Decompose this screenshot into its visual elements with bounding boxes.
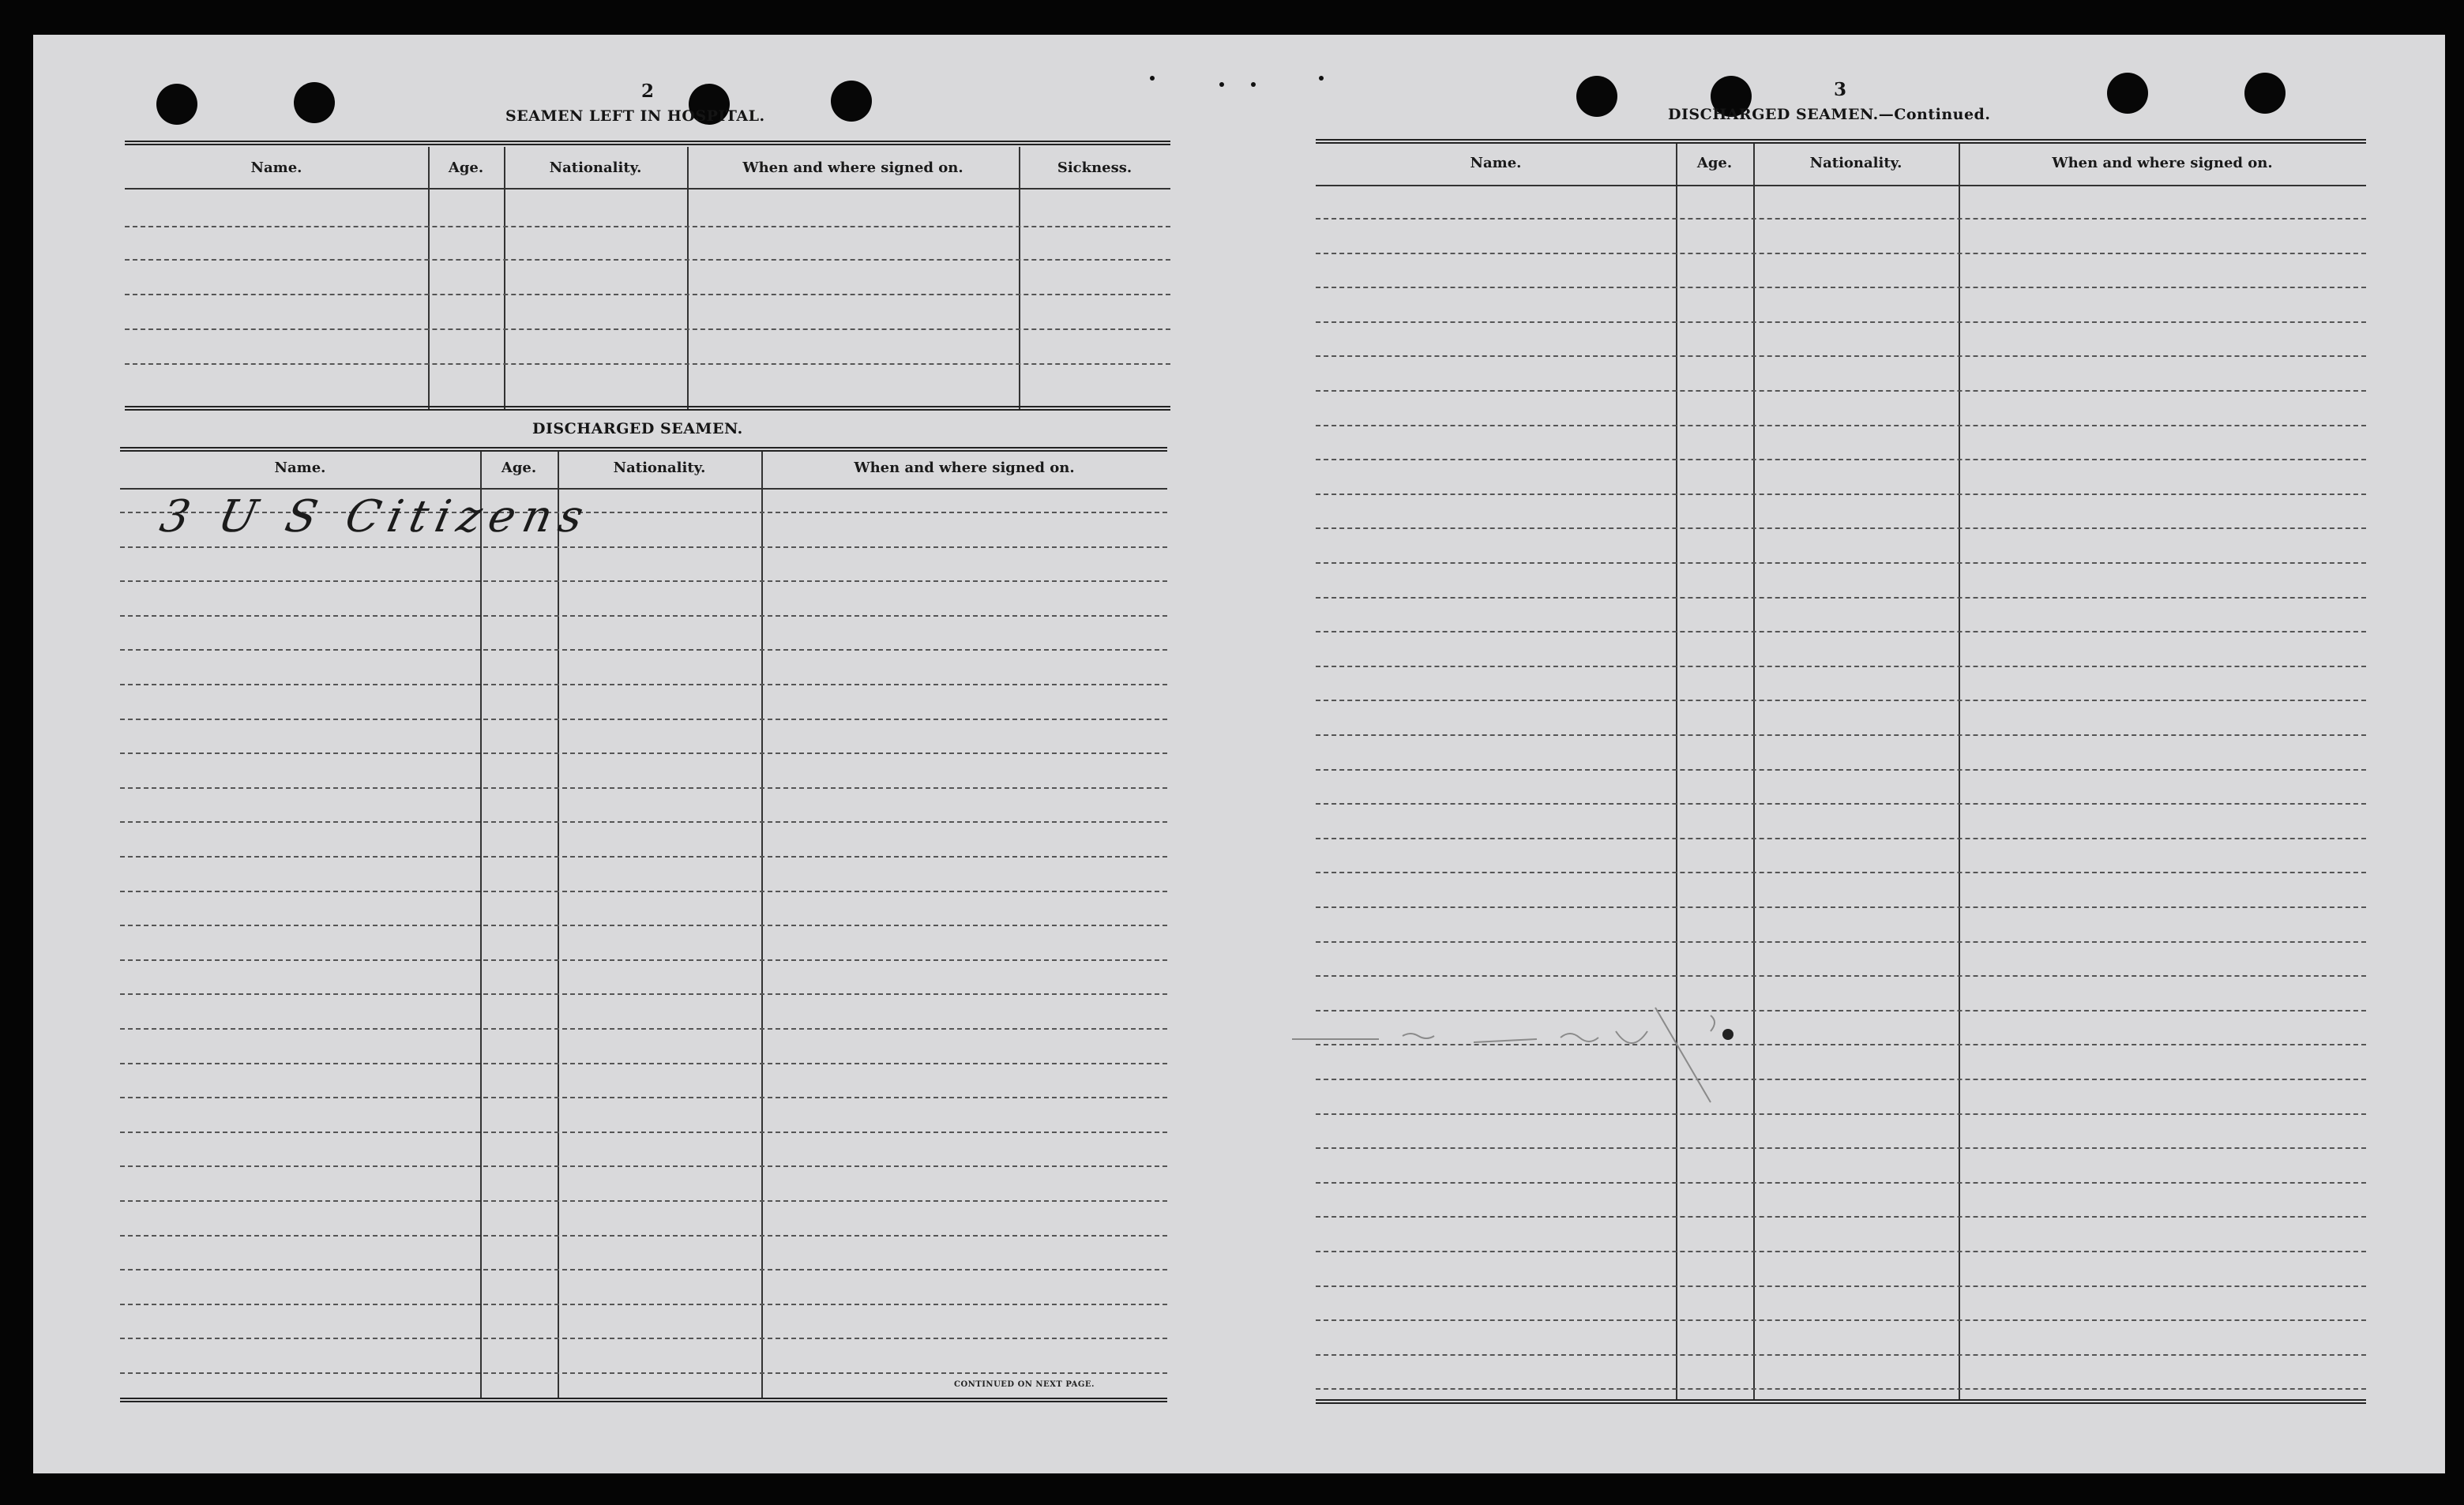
row-rule xyxy=(120,1304,1167,1305)
col-header-nationality: Nationality. xyxy=(549,160,642,176)
row-rule xyxy=(120,684,1167,685)
row-rule xyxy=(1316,941,2366,943)
punch-hole xyxy=(831,81,872,122)
speck xyxy=(1219,82,1224,87)
row-rule xyxy=(120,752,1167,754)
row-rule xyxy=(1316,321,2366,323)
row-rule xyxy=(1316,1251,2366,1252)
row-rule xyxy=(1316,253,2366,254)
row-rule xyxy=(1316,666,2366,667)
speck xyxy=(1319,76,1324,81)
col-header-age: Age. xyxy=(448,160,484,176)
left-page-title: SEAMEN LEFT IN HOSPITAL. xyxy=(505,107,765,125)
continued-note: CONTINUED ON NEXT PAGE. xyxy=(954,1380,1095,1389)
row-rule xyxy=(1316,494,2366,495)
punch-hole xyxy=(294,82,335,123)
punch-hole xyxy=(2244,73,2286,114)
column-divider xyxy=(1019,147,1020,411)
column-divider xyxy=(1959,144,1960,1399)
col-header-name: Name. xyxy=(274,460,326,476)
table-top-rule xyxy=(125,141,1170,145)
table-top-rule xyxy=(1316,139,2366,144)
row-rule xyxy=(120,649,1167,651)
row-rule xyxy=(120,1338,1167,1339)
col-header-age: Age. xyxy=(501,460,537,476)
right-page-title: DISCHARGED SEAMEN.—Continued. xyxy=(1668,106,1991,123)
row-rule xyxy=(1316,425,2366,426)
col-header-nationality: Nationality. xyxy=(1809,155,1902,171)
row-rule xyxy=(1316,527,2366,529)
row-rule xyxy=(120,719,1167,720)
right-page-number: 3 xyxy=(1834,79,1847,100)
row-rule xyxy=(1316,597,2366,599)
row-rule xyxy=(1316,1147,2366,1149)
row-rule xyxy=(120,1028,1167,1030)
row-rule xyxy=(125,328,1170,330)
col-header-nationality: Nationality. xyxy=(613,460,706,476)
row-rule xyxy=(120,1372,1167,1374)
row-rule xyxy=(125,259,1170,261)
row-rule xyxy=(1316,390,2366,392)
row-rule xyxy=(120,891,1167,892)
row-rule xyxy=(1316,1285,2366,1287)
column-divider xyxy=(1753,144,1755,1399)
row-rule xyxy=(1316,700,2366,701)
row-rule xyxy=(1316,1182,2366,1184)
scanned-document xyxy=(33,35,2445,1473)
row-rule xyxy=(125,226,1170,227)
col-header-sickness: Sickness. xyxy=(1057,160,1132,176)
hospital-table xyxy=(125,141,1170,411)
punch-hole xyxy=(156,84,197,125)
handwritten-entry: 3 U S Citizens xyxy=(156,491,596,542)
row-rule xyxy=(120,1165,1167,1167)
row-rule xyxy=(120,787,1167,789)
punch-hole xyxy=(2107,73,2148,114)
row-rule xyxy=(1316,459,2366,460)
header-rule xyxy=(1316,185,2366,186)
col-header-name: Name. xyxy=(1470,155,1522,171)
row-rule xyxy=(125,363,1170,365)
discharged-table xyxy=(120,447,1167,1404)
discharged-continued-table xyxy=(1316,139,2366,1407)
row-rule xyxy=(120,1235,1167,1237)
row-rule xyxy=(120,1269,1167,1270)
col-header-signed-on: When and where signed on. xyxy=(2052,155,2273,171)
header-rule xyxy=(120,488,1167,490)
table-bottom-rule xyxy=(125,406,1170,411)
row-rule xyxy=(120,580,1167,582)
col-header-age: Age. xyxy=(1696,155,1733,171)
row-rule xyxy=(120,546,1167,548)
row-rule xyxy=(120,856,1167,858)
table-top-rule xyxy=(120,447,1167,452)
column-divider xyxy=(504,147,505,411)
row-rule xyxy=(1316,803,2366,805)
row-rule xyxy=(1316,355,2366,357)
row-rule xyxy=(120,821,1167,823)
row-rule xyxy=(120,993,1167,995)
punch-hole xyxy=(1576,76,1617,117)
row-rule xyxy=(1316,287,2366,288)
header-rule xyxy=(125,188,1170,190)
column-divider xyxy=(428,147,430,411)
row-rule xyxy=(120,925,1167,926)
col-header-signed-on: When and where signed on. xyxy=(854,460,1075,476)
row-rule xyxy=(1316,1319,2366,1321)
row-rule xyxy=(120,1097,1167,1098)
speck xyxy=(1251,82,1256,87)
row-rule xyxy=(1316,838,2366,839)
speck xyxy=(1150,76,1155,81)
row-rule xyxy=(1316,769,2366,771)
row-rule xyxy=(1316,1216,2366,1218)
row-rule xyxy=(1316,562,2366,564)
col-header-name: Name. xyxy=(250,160,302,176)
table-bottom-rule xyxy=(1316,1399,2366,1404)
table-bottom-rule xyxy=(120,1398,1167,1402)
faint-scribble xyxy=(1284,960,1837,1134)
row-rule xyxy=(120,959,1167,961)
left-page-number: 2 xyxy=(641,81,655,102)
row-rule xyxy=(120,1132,1167,1133)
row-rule xyxy=(1316,1388,2366,1390)
row-rule xyxy=(1316,906,2366,908)
row-rule xyxy=(1316,1354,2366,1356)
row-rule xyxy=(1316,872,2366,873)
row-rule xyxy=(120,1063,1167,1064)
row-rule xyxy=(120,1200,1167,1202)
row-rule xyxy=(120,615,1167,617)
column-divider xyxy=(1676,144,1677,1399)
row-rule xyxy=(1316,631,2366,632)
row-rule xyxy=(125,294,1170,295)
row-rule xyxy=(1316,218,2366,220)
row-rule xyxy=(1316,734,2366,736)
column-divider xyxy=(687,147,689,411)
col-header-signed-on: When and where signed on. xyxy=(742,160,963,176)
discharged-section-title: DISCHARGED SEAMEN. xyxy=(532,420,743,437)
